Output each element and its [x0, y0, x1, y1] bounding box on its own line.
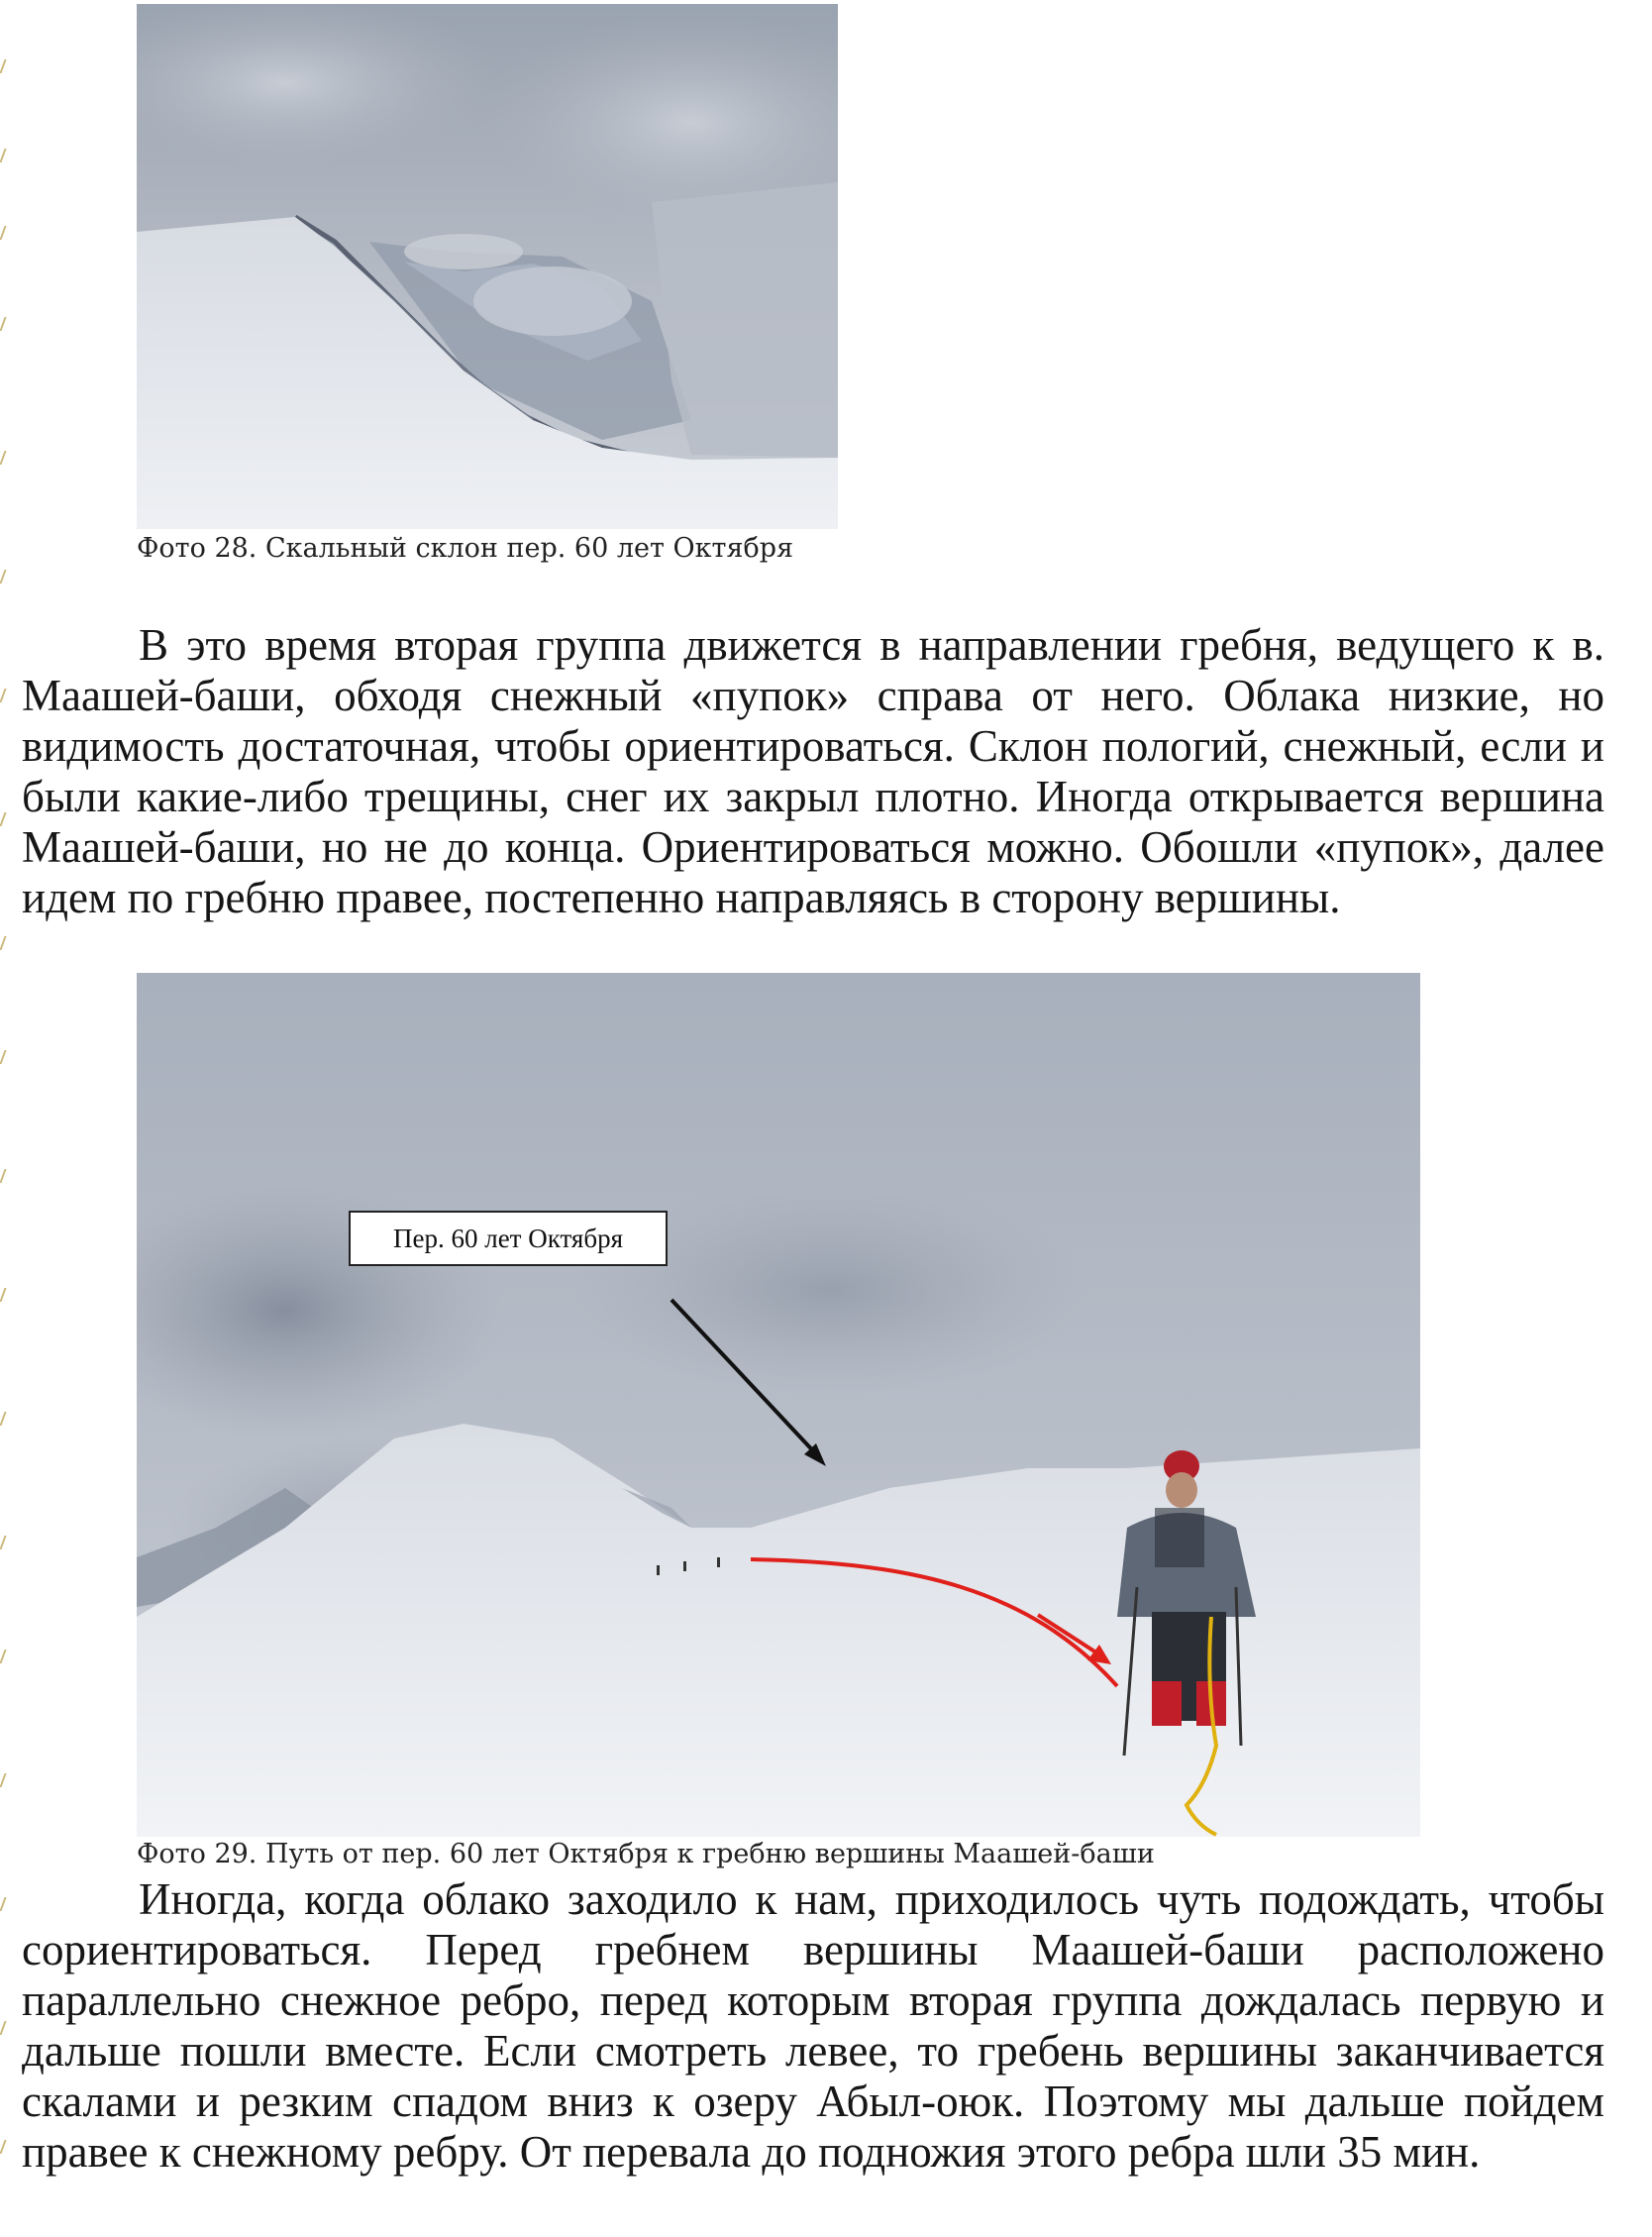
snow-ridge-climber-photo-icon — [137, 973, 1420, 1837]
pass-label-box: Пер. 60 лет Октября — [349, 1211, 668, 1266]
paragraph-1-text: В это время вторая группа движется в направлении гребня, ведущего к в. Маашей-баши, обходя снежный «пупок» справа от него. Облака низкие, но видимость достаточная, чтобы ориентироваться. Склон пологий, снежный, если и были какие-либо трещины, снег их закрыл плотно. Иногда открывается вершина Маашей-баши, но не до конца. Ориентироваться можно. Обошли «пупок», далее идем по гребню правее, постепенно направляясь в сторону вершины. — [22, 620, 1604, 922]
page-margin-marks — [0, 0, 14, 2237]
paragraph-2 — [22, 1874, 1604, 2178]
photo-29-caption: Фото 29. Путь от пер. 60 лет Октября к гребню вершины Маашей-баши — [137, 1839, 1155, 1869]
paragraph-2-text: Иногда, когда облако заходило к нам, приходилось чуть подождать, чтобы сориентироваться. Перед гребнем вершины Маашей-баши расположено параллельно снежное ребро, перед которым вторая группа дождалась первую и дальше пошли вместе. Если смотреть левее, то гребень вершины заканчивается скалами и резким спадом вниз к озеру Абыл-оюк. Поэтому мы дальше пойдем правее к снежному ребру. От перевала до подножия этого ребра шли 35 мин. — [22, 1874, 1604, 2177]
paragraph-1 — [22, 620, 1604, 923]
photo-29-route-to-ridge — [137, 973, 1420, 1837]
photo-28-caption: Фото 28. Скальный склон пер. 60 лет Октября — [137, 533, 794, 564]
cloudy-rock-slope-photo-icon — [137, 4, 838, 529]
photo-28-rock-slope — [137, 4, 838, 529]
